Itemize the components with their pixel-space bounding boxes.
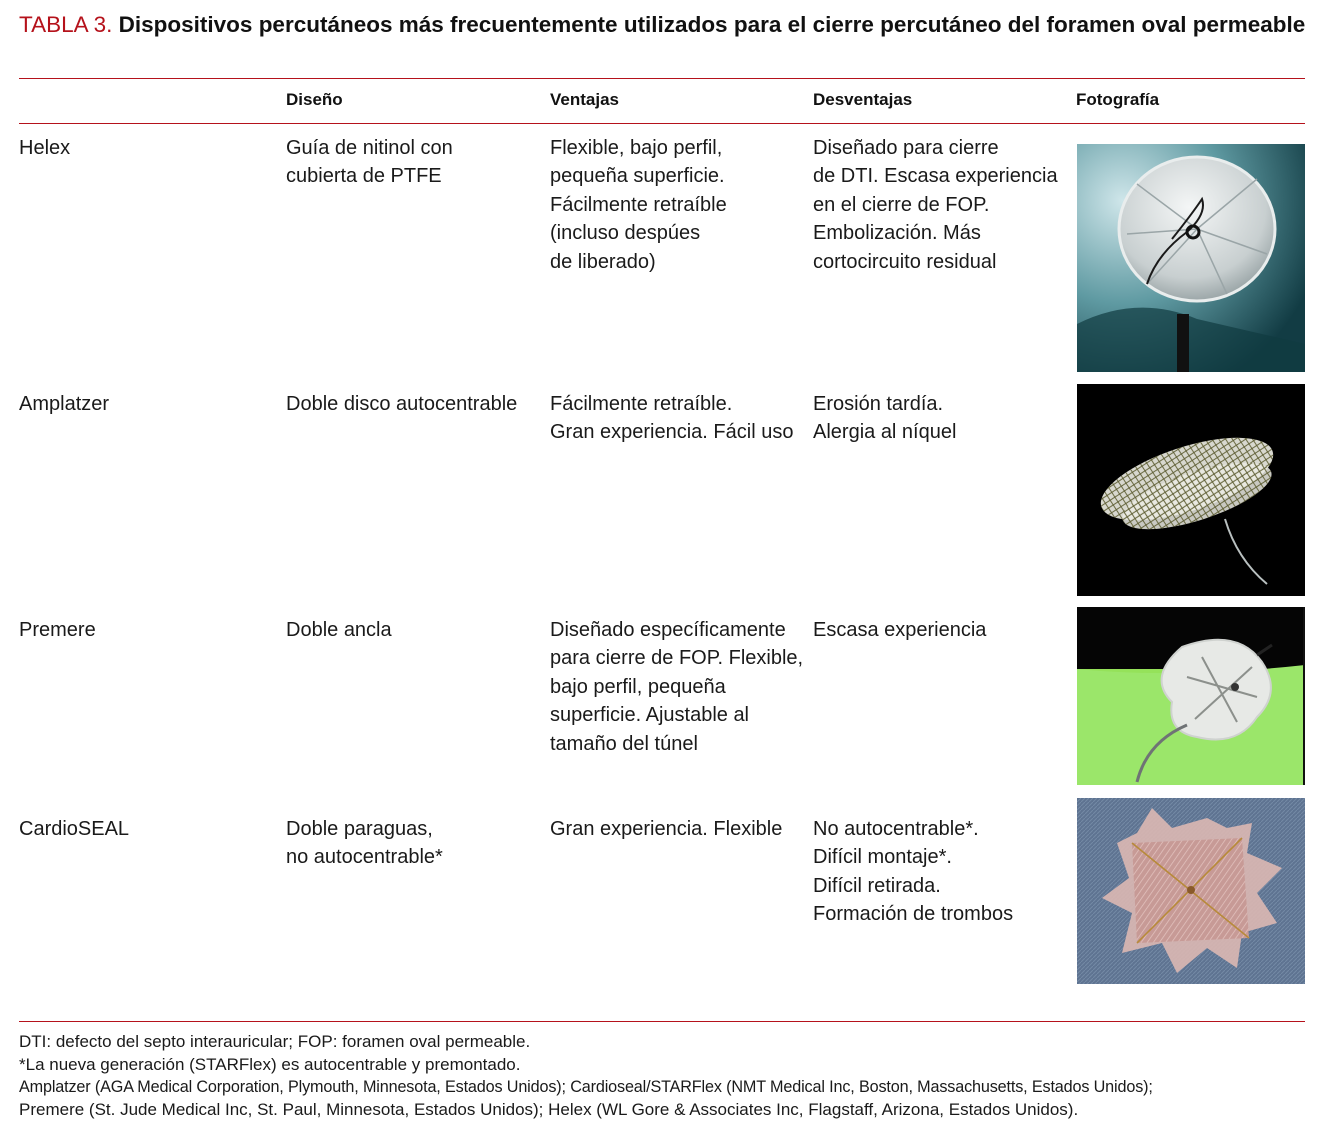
row-amplatzer-advantages: Fácilmente retraíble. Gran experiencia. Fácil uso: [550, 393, 794, 444]
row-amplatzer-name: Amplatzer: [19, 393, 110, 415]
row-premere-advantages: Diseñado específicamente para cierre de FOP. Flexible, bajo perfil, pequeña superficie. Ajustable al tamaño del túnel: [550, 619, 804, 755]
footnote-manufacturers-1: Amplatzer (AGA Medical Corporation, Plymouth, Minnesota, Estados Unidos); Cardioseal/STARFlex (NMT Medical Inc, Boston, Massachusetts, Estados Unidos);: [19, 1078, 1153, 1097]
amplatzer-device-photo: [1077, 384, 1305, 596]
row-premere-name: Premere: [19, 619, 96, 641]
divider-top: [19, 78, 1305, 79]
row-amplatzer-disadvantages: Erosión tardía. Alergia al níquel: [813, 393, 957, 444]
footnote-abbreviations: DTI: defecto del septo interauricular; FOP: foramen oval permeable.: [19, 1032, 531, 1051]
table-caption: Dispositivos percutáneos más frecuentemente utilizados para el cierre percutáneo del foramen oval permeable: [118, 12, 1306, 37]
row-helex-name: Helex: [19, 137, 71, 159]
footnote-starflex: *La nueva generación (STARFlex) es autocentrable y premontado.: [19, 1054, 521, 1074]
row-cardioseal-name: CardioSEAL: [19, 818, 130, 840]
helex-device-photo: [1077, 144, 1305, 372]
row-cardioseal-advantages: Gran experiencia. Flexible: [550, 818, 783, 840]
row-helex-disadvantages: Diseñado para cierre de DTI. Escasa experiencia en el cierre de FOP. Embolización. Más cortocircuito residual: [813, 137, 1058, 273]
footnote-manufacturers-2: Premere (St. Jude Medical Inc, St. Paul, Minnesota, Estados Unidos); Helex (WL Gore & Associates Inc, Flagstaff, Arizona, Estados Unidos).: [19, 1099, 1079, 1119]
row-premere-design: Doble ancla: [286, 619, 392, 641]
header-photo: Fotografía: [1076, 90, 1160, 109]
header-disadvantages: Desventajas: [813, 90, 913, 109]
table-title: [19, 9, 1309, 40]
row-cardioseal-design: Doble paraguas, no autocentrable*: [286, 818, 443, 869]
row-amplatzer-design: Doble disco autocentrable: [286, 393, 518, 415]
header-advantages: Ventajas: [550, 90, 619, 109]
cardioseal-device-photo: [1077, 798, 1305, 984]
premere-device-photo: [1077, 607, 1305, 785]
divider-header: [19, 123, 1305, 124]
footnotes: [19, 1031, 1309, 1121]
row-premere-disadvantages: Escasa experiencia: [813, 619, 987, 641]
row-cardioseal-disadvantages: No autocentrable*. Difícil montaje*. Difícil retirada. Formación de trombos: [813, 818, 1014, 926]
header-design: Diseño: [286, 90, 343, 109]
row-helex-advantages: Flexible, bajo perfil, pequeña superficie. Fácilmente retraíble (incluso despúes de liberado): [550, 137, 727, 273]
row-helex-design: Guía de nitinol con cubierta de PTFE: [286, 137, 453, 188]
divider-bottom: [19, 1021, 1305, 1022]
table-label: TABLA 3.: [19, 12, 113, 37]
